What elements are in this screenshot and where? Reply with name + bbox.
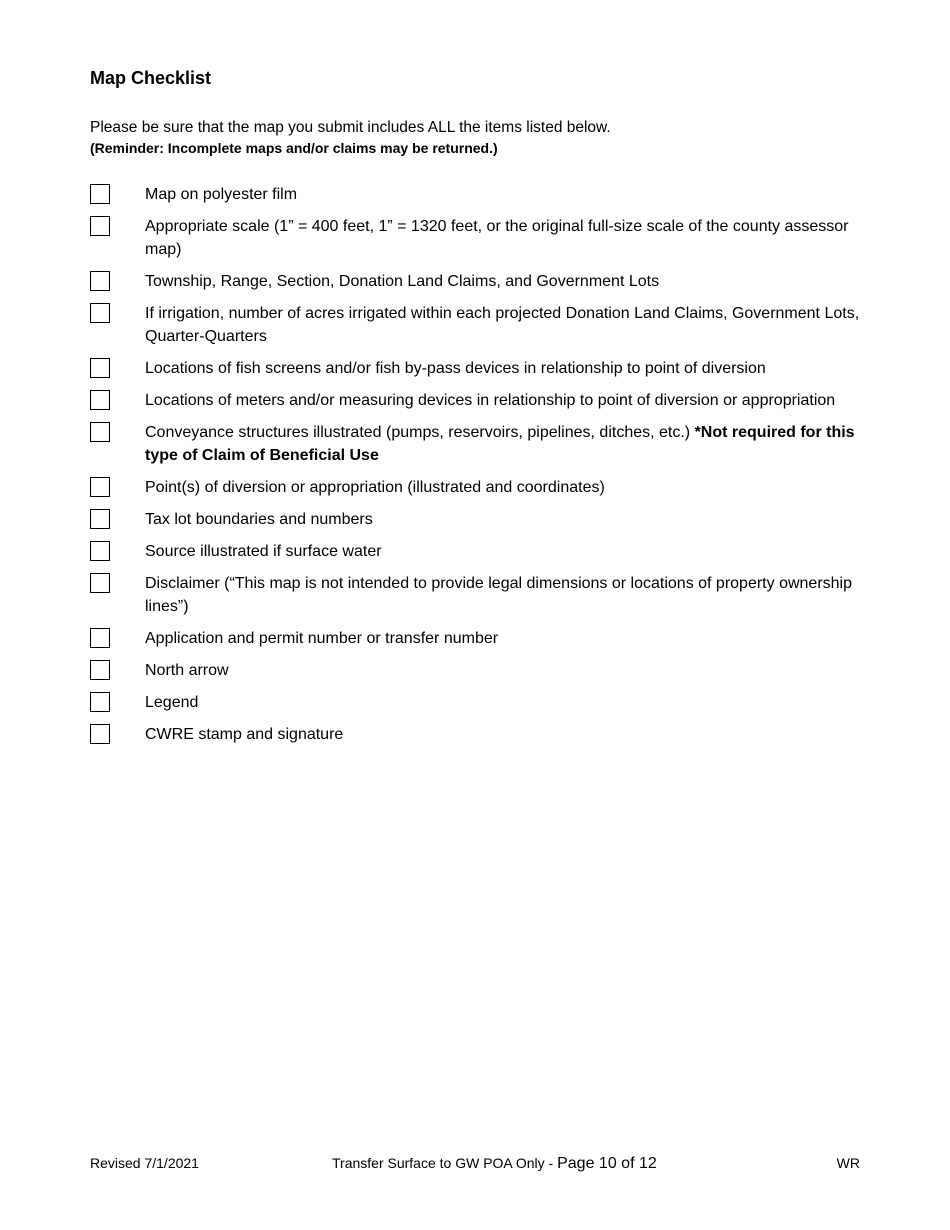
form-code: WR — [836, 1155, 860, 1171]
form-name — [332, 1155, 657, 1173]
not-required-note: *Not required for this type of Claim of Beneficial Use — [145, 424, 855, 464]
page-title: Map Checklist — [90, 68, 212, 88]
checklist-item-text: Application and permit number or transfer number — [145, 630, 499, 647]
reminder-note: (Reminder: Incomplete maps and/or claims may be returned.) — [90, 140, 498, 156]
checkbox[interactable] — [90, 660, 110, 680]
page-footer — [90, 1152, 860, 1176]
checkbox[interactable] — [90, 390, 110, 410]
checklist-item-text-wrapper — [145, 421, 860, 467]
checklist-item-text: North arrow — [145, 662, 229, 679]
checklist-item-tax-lot — [90, 508, 860, 531]
checkbox[interactable] — [90, 303, 110, 323]
checklist-item-conveyance-structures — [90, 421, 860, 467]
checklist-item-polyester-film — [90, 183, 860, 206]
intro-block — [90, 118, 870, 158]
checklist-item-irrigation-acres — [90, 302, 860, 348]
checklist-item-township-range — [90, 270, 860, 293]
intro-text: Please be sure that the map you submit includes ALL the items listed below. — [90, 119, 611, 136]
checkbox[interactable] — [90, 692, 110, 712]
checklist-item-appropriate-scale — [90, 215, 860, 261]
checklist-item-text: Legend — [145, 694, 199, 711]
checkbox[interactable] — [90, 509, 110, 529]
page-number: Page 10 of 12 — [557, 1155, 657, 1172]
checklist-item-meters — [90, 389, 860, 412]
checkbox[interactable] — [90, 573, 110, 593]
checkbox[interactable] — [90, 628, 110, 648]
checklist-item-points-of-diversion — [90, 476, 860, 499]
form-name-text: Transfer Surface to GW POA Only - — [332, 1155, 558, 1171]
checklist-item-north-arrow — [90, 659, 860, 682]
checklist-item-text: Appropriate scale (1” = 400 feet, 1” = 1320 feet, or the original full-size scale of the county assessor map) — [145, 218, 849, 258]
map-checklist — [90, 183, 860, 755]
checkbox[interactable] — [90, 477, 110, 497]
checklist-item-text: If irrigation, number of acres irrigated within each projected Donation Land Claims, Government Lots, Quarter-Quarters — [145, 305, 860, 345]
checkbox[interactable] — [90, 216, 110, 236]
checklist-item-cwre-stamp — [90, 723, 860, 746]
checklist-item-text: Township, Range, Section, Donation Land Claims, and Government Lots — [145, 273, 660, 290]
checklist-item-source-illustrated — [90, 540, 860, 563]
checklist-item-legend — [90, 691, 860, 714]
checklist-item-text: Locations of meters and/or measuring devices in relationship to point of diversion or appropriation — [145, 392, 836, 409]
checklist-item-text: Map on polyester film — [145, 186, 298, 203]
checklist-item-text: Tax lot boundaries and numbers — [145, 511, 373, 528]
checklist-item-fish-screens — [90, 357, 860, 380]
checkbox[interactable] — [90, 724, 110, 744]
checklist-item-application-number — [90, 627, 860, 650]
checkbox[interactable] — [90, 541, 110, 561]
checklist-item-text: Conveyance structures illustrated (pumps, reservoirs, pipelines, ditches, etc.) — [145, 424, 695, 441]
checklist-item-disclaimer — [90, 572, 860, 618]
revised-date: Revised 7/1/2021 — [90, 1155, 199, 1171]
checklist-item-text: Disclaimer (“This map is not intended to provide legal dimensions or locations of property ownership lines”) — [145, 575, 852, 615]
checkbox[interactable] — [90, 271, 110, 291]
checkbox[interactable] — [90, 358, 110, 378]
checkbox[interactable] — [90, 422, 110, 442]
checklist-item-text: CWRE stamp and signature — [145, 726, 344, 743]
checklist-item-text: Locations of fish screens and/or fish by-pass devices in relationship to point of diversion — [145, 360, 766, 377]
checklist-item-text: Point(s) of diversion or appropriation (illustrated and coordinates) — [145, 479, 605, 496]
checkbox[interactable] — [90, 184, 110, 204]
checklist-item-text: Source illustrated if surface water — [145, 543, 382, 560]
